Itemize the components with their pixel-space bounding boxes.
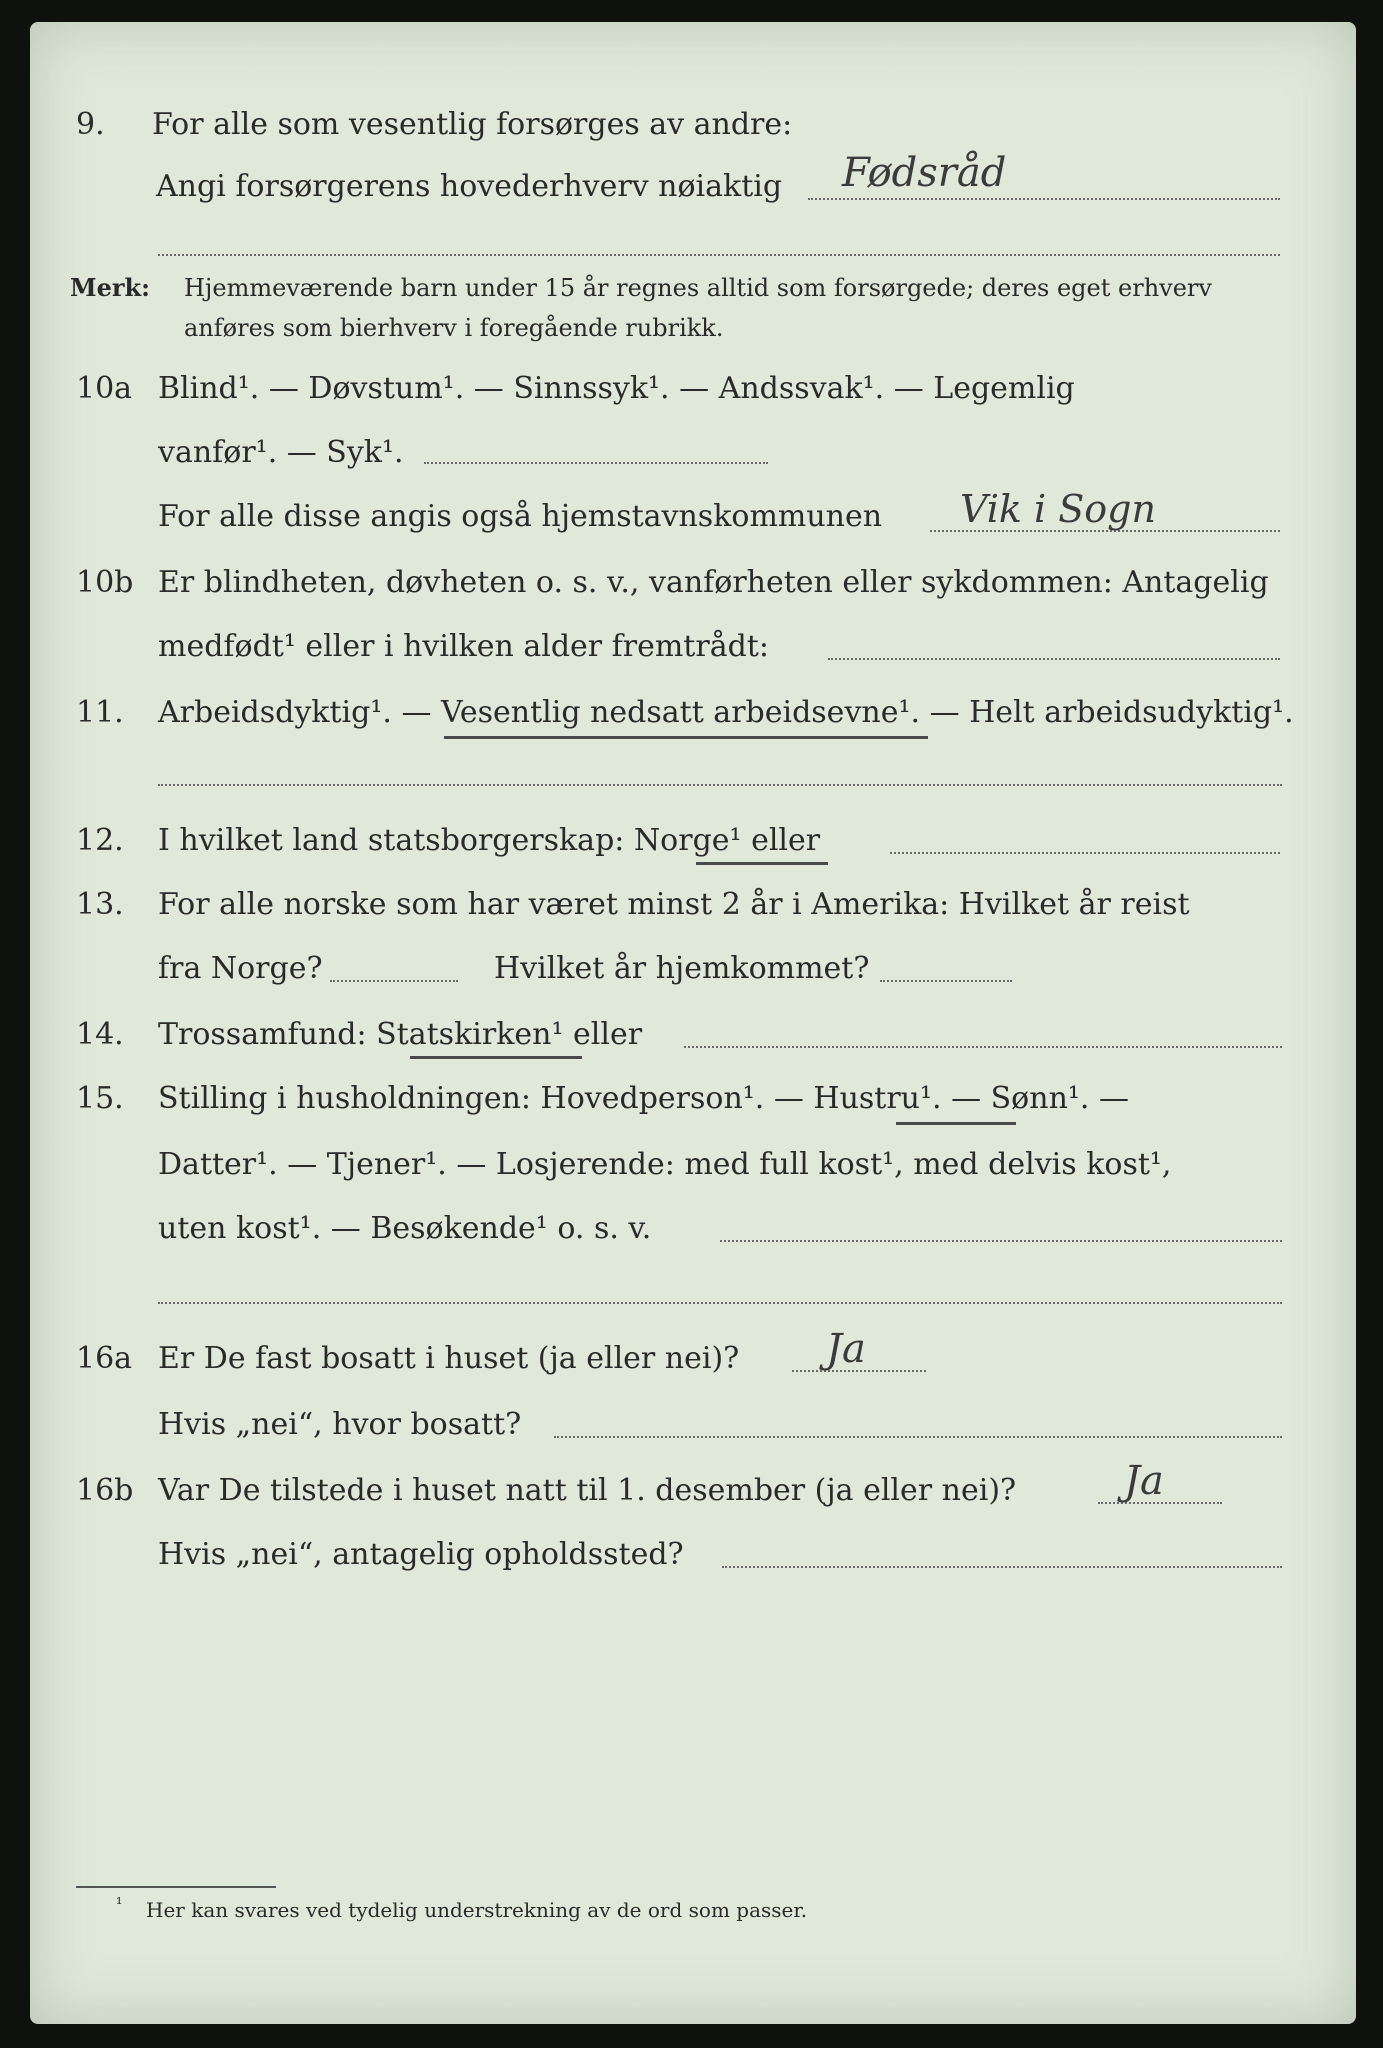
question-number: 10b	[76, 565, 134, 600]
answer-line[interactable]	[890, 852, 1280, 854]
question-number: 16b	[76, 1473, 134, 1508]
footnote-rule	[76, 1886, 276, 1888]
question-text: Hvis „nei“, hvor bosatt?	[158, 1407, 522, 1442]
question-16b-line-2	[0, 1528, 1383, 1582]
answer-line[interactable]	[684, 1046, 1282, 1048]
question-text: I hvilket land statsborgerskap: Norge¹ eller	[158, 823, 821, 858]
question-16a-line-2	[0, 1398, 1383, 1452]
question-9-line-2	[0, 150, 1383, 214]
question-text: Var De tilstede i huset natt til 1. desember (ja eller nei)?	[158, 1473, 1017, 1508]
handwritten-answer: Ja	[1124, 1458, 1164, 1504]
footnote-mark: ¹	[116, 1894, 123, 1913]
answer-underline	[444, 736, 928, 739]
handwritten-answer: Fødsråd	[842, 150, 1007, 196]
question-10b-line-2	[0, 620, 1383, 674]
question-16a	[0, 1326, 1383, 1386]
question-10b	[0, 556, 1383, 610]
question-number: 11.	[76, 695, 124, 730]
question-9	[0, 98, 1383, 152]
question-16b	[0, 1458, 1383, 1518]
question-13-line-2	[0, 942, 1383, 996]
answer-underline	[896, 1122, 1016, 1125]
answer-line[interactable]	[330, 980, 458, 982]
question-text: fra Norge?	[158, 951, 323, 986]
handwritten-answer: Vik i Sogn	[960, 487, 1156, 531]
question-15-line-2	[0, 1138, 1383, 1192]
question-text: uten kost¹. — Besøkende¹ o. s. v.	[158, 1211, 652, 1246]
question-text: Arbeidsdyktig¹. — Vesentlig nedsatt arbeidsevne¹. — Helt arbeidsudyktig¹.	[158, 695, 1294, 730]
footnote-text: Her kan svares ved tydelig understrekning av de ord som passer.	[146, 1898, 808, 1922]
question-text: Stilling i husholdningen: Hovedperson¹. — Hustru¹. — Sønn¹. —	[158, 1081, 1129, 1116]
blank-answer-line[interactable]	[158, 1302, 1282, 1304]
question-number: 16a	[76, 1341, 133, 1376]
question-text: Er blindheten, døvheten o. s. v., vanførheten eller sykdommen: Antagelig	[158, 565, 1269, 600]
answer-line[interactable]	[554, 1436, 1282, 1438]
question-11	[0, 686, 1383, 740]
question-text: medfødt¹ eller i hvilken alder fremtrådt:	[158, 629, 769, 664]
question-14	[0, 1008, 1383, 1062]
question-text: Er De fast bosatt i huset (ja eller nei)?	[158, 1341, 740, 1376]
footnote	[0, 1892, 1383, 1928]
question-text: Hvis „nei“, antagelig opholdssted?	[158, 1537, 684, 1572]
question-number: 13.	[76, 887, 124, 922]
blank-answer-line[interactable]	[158, 254, 1280, 256]
question-10a	[0, 362, 1383, 416]
question-12	[0, 814, 1383, 868]
question-number: 10a	[76, 371, 133, 406]
note-text: anføres som bierhverv i foregående rubrikk.	[184, 314, 724, 342]
question-text: vanfør¹. — Syk¹.	[158, 435, 404, 470]
question-10a-line-3	[0, 487, 1383, 544]
answer-line[interactable]	[720, 1240, 1282, 1242]
answer-line[interactable]	[880, 980, 1012, 982]
note-line-2	[0, 308, 1383, 348]
question-text: For alle norske som har været minst 2 år i Amerika: Hvilket år reist	[158, 887, 1190, 922]
question-number: 9.	[76, 107, 105, 142]
question-text: Trossamfund: Statskirken¹ eller	[158, 1017, 643, 1052]
answer-line[interactable]	[828, 658, 1280, 660]
answer-underline	[696, 862, 828, 865]
note-label: Merk:	[70, 273, 150, 302]
question-number: 15.	[76, 1081, 124, 1116]
question-15-line-3	[0, 1202, 1383, 1256]
answer-line[interactable]	[424, 462, 768, 464]
question-text: For alle disse angis også hjemstavnskommunen	[158, 499, 883, 534]
answer-underline	[410, 1056, 582, 1059]
handwritten-answer: Ja	[826, 1326, 866, 1372]
question-text: Blind¹. — Døvstum¹. — Sinnssyk¹. — Andssvak¹. — Legemlig	[158, 371, 1075, 406]
question-text: Hvilket år hjemkommet?	[494, 951, 870, 986]
answer-line[interactable]	[722, 1566, 1282, 1568]
question-13	[0, 878, 1383, 932]
question-text: For alle som vesentlig forsørges av andre:	[152, 107, 793, 142]
blank-answer-line[interactable]	[158, 784, 1282, 786]
question-text: Angi forsørgerens hovederhverv nøiaktig	[156, 169, 783, 204]
question-text: Datter¹. — Tjener¹. — Losjerende: med full kost¹, med delvis kost¹,	[158, 1147, 1172, 1182]
question-number: 12.	[76, 823, 124, 858]
note	[0, 268, 1383, 308]
question-10a-line-2	[0, 426, 1383, 480]
note-text: Hjemmeværende barn under 15 år regnes alltid som forsørgede; deres eget erhverv	[184, 274, 1212, 302]
question-15	[0, 1072, 1383, 1126]
question-number: 14.	[76, 1017, 124, 1052]
